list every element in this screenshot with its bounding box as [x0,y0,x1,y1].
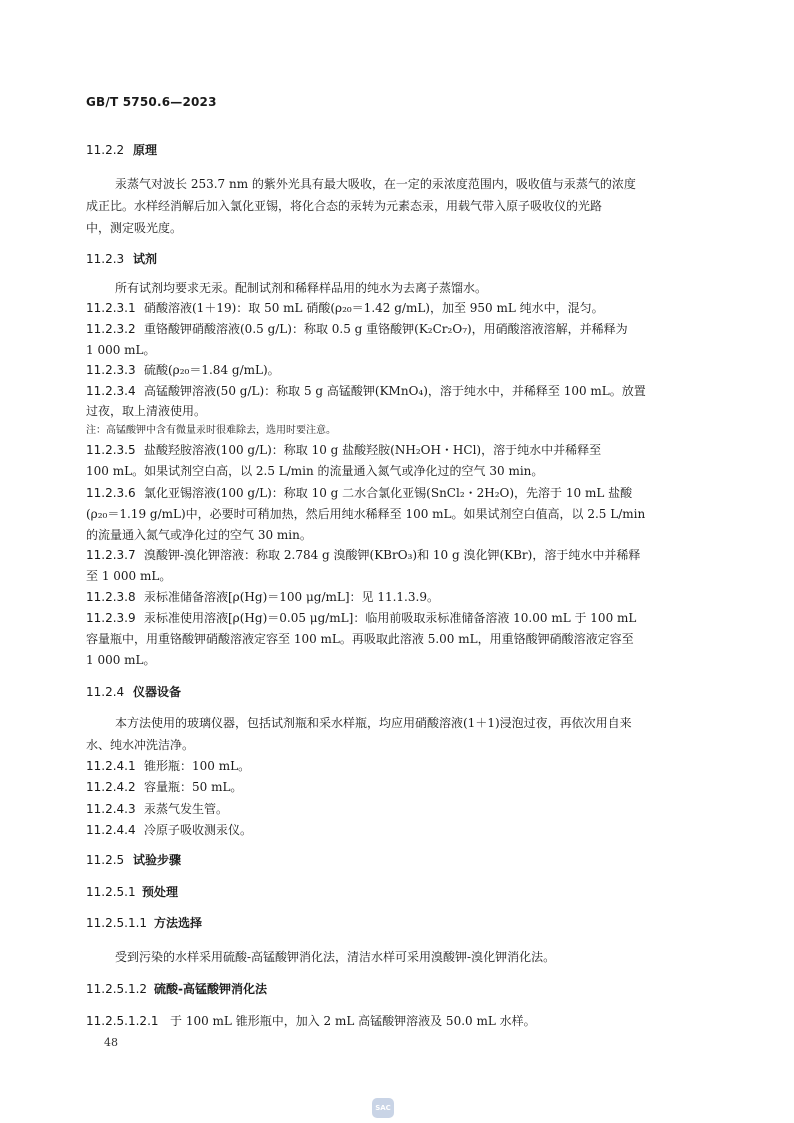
paragraph-line: 1 000 mL。 [86,343,156,357]
clause-item: 11.2.5.1.2.1 于 100 mL 锥形瓶中，加入 2 mL 高锰酸钾溶液及 50.0 mL 水样。 [86,1014,536,1028]
sac-watermark-logo: SAC [372,1098,394,1118]
paragraph-line: 成正比。水样经消解后加入氯化亚锡，将化合态的汞转为元素态汞，用载气带入原子吸收仪的光路 [86,199,603,213]
clause-item: 11.2.3.8 汞标准储备溶液[ρ(Hg)＝100 μg/mL]：见 11.1.3.9。 [86,590,439,604]
paragraph-line: 受到污染的水样采用硫酸-高锰酸钾消化法，清洁水样可采用溴酸钾-溴化钾消化法。 [115,950,556,964]
paragraph-line: 过夜，取上清液使用。 [86,404,207,418]
paragraph-line: 的流量通入氮气或净化过的空气 30 min。 [86,528,312,542]
section-heading: 11.2.5.1 预处理 [86,885,179,899]
clause-item: 11.2.4.3 汞蒸气发生管。 [86,802,229,816]
clause-item: 11.2.3.4 高锰酸钾溶液(50 g/L)：称取 5 g 高锰酸钾(KMnO₄)，溶于纯水中，并稀释至 100 mL。放置 [86,384,646,398]
paragraph-line: 至 1 000 mL。 [86,569,172,583]
clause-item: 11.2.3.7 溴酸钾-溴化钾溶液：称取 2.784 g 溴酸钾(KBrO₃)和 10 g 溴化钾(KBr)，溶于纯水中并稀释 [86,548,641,562]
paragraph-line: 所有试剂均要求无汞。配制试剂和稀释样品用的纯水为去离子蒸馏水。 [115,281,488,295]
paragraph-line: (ρ₂₀＝1.19 g/mL)中，必要时可稍加热，然后用纯水稀释至 100 mL。如果试剂空白值高，以 2.5 L/min [86,507,646,521]
section-heading: 11.2.5 试验步骤 [86,853,182,867]
clause-item: 11.2.3.2 重铬酸钾硝酸溶液(0.5 g/L)：称取 0.5 g 重铬酸钾(K₂Cr₂O₇)，用硝酸溶液溶解，并稀释为 [86,322,628,336]
clause-item: 11.2.3.6 氯化亚锡溶液(100 g/L)：称取 10 g 二水合氯化亚锡(SnCl₂・2H₂O)，先溶于 10 mL 盐酸 [86,486,633,500]
section-heading: 11.2.3 试剂 [86,252,158,266]
note-text: 注：高锰酸钾中含有微量汞时很难除去，选用时要注意。 [86,425,336,436]
paragraph-line: 中，测定吸光度。 [86,221,183,235]
section-heading: 11.2.2 原理 [86,143,158,157]
paragraph-line: 本方法使用的玻璃仪器，包括试剂瓶和采水样瓶，均应用硝酸溶液(1＋1)浸泡过夜，再依次用自来 [115,716,632,730]
page-number: 48 [104,1036,118,1049]
standard-number: GB/T 5750.6—2023 [86,95,217,109]
clause-item: 11.2.3.5 盐酸羟胺溶液(100 g/L)：称取 10 g 盐酸羟胺(NH₂OH・HCl)，溶于纯水中并稀释至 [86,443,602,457]
clause-item: 11.2.3.1 硝酸溶液(1＋19)：取 50 mL 硝酸(ρ₂₀＝1.42 g/mL)，加至 950 mL 纯水中，混匀。 [86,301,604,315]
clause-item: 11.2.3.9 汞标准使用溶液[ρ(Hg)＝0.05 μg/mL]：临用前吸取汞标准储备溶液 10.00 mL 于 100 mL [86,611,637,625]
paragraph-line: 水、纯水冲洗洁净。 [86,738,195,752]
paragraph-line: 容量瓶中，用重铬酸钾硝酸溶液定容至 100 mL。再吸取此溶液 5.00 mL，用重铬酸钾硝酸溶液定容至 [86,632,634,646]
paragraph-line: 100 mL。如果试剂空白高，以 2.5 L/min 的流量通入氮气或净化过的空气 30 min。 [86,464,544,478]
paragraph-line: 1 000 mL。 [86,653,156,667]
clause-item: 11.2.3.3 硫酸(ρ₂₀＝1.84 g/mL)。 [86,363,280,377]
paragraph-line: 汞蒸气对波长 253.7 nm 的紫外光具有最大吸收，在一定的汞浓度范围内，吸收值与汞蒸气的浓度 [115,177,636,191]
section-heading: 11.2.5.1.2 硫酸-高锰酸钾消化法 [86,982,267,996]
clause-item: 11.2.4.4 冷原子吸收测汞仪。 [86,823,253,837]
clause-item: 11.2.4.2 容量瓶：50 mL。 [86,780,243,794]
section-heading: 11.2.4 仪器设备 [86,685,182,699]
clause-item: 11.2.4.1 锥形瓶：100 mL。 [86,759,251,773]
section-heading: 11.2.5.1.1 方法选择 [86,916,203,930]
